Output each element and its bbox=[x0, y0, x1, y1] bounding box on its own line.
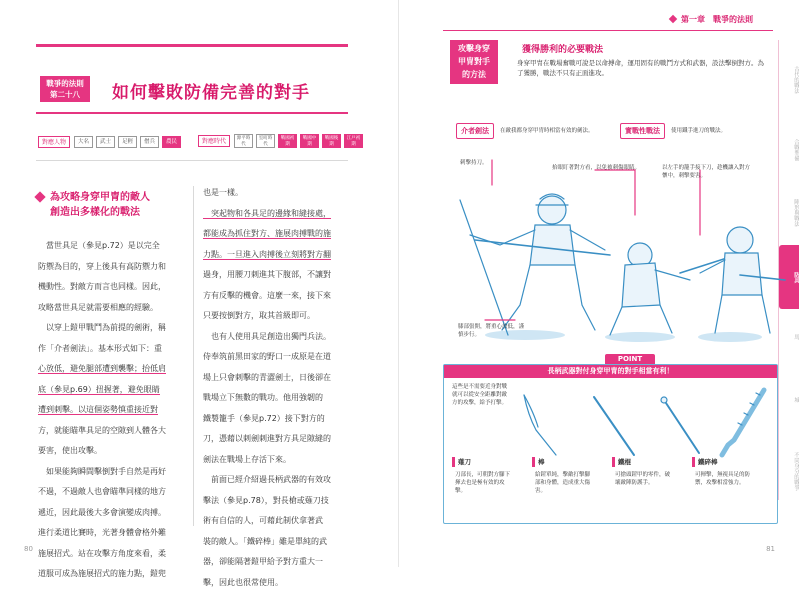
people-tag: 農民 bbox=[162, 136, 181, 148]
body-line bbox=[38, 400, 186, 421]
era-label: 對應時代 bbox=[198, 135, 230, 147]
top-rule bbox=[443, 30, 773, 31]
body-line bbox=[203, 409, 349, 430]
point-intro: 這些是不需要近身對戰就可以從安全距離對敵方的攻擊，給予打擊。 bbox=[452, 383, 512, 407]
body-column-b bbox=[203, 183, 349, 593]
side-tab[interactable]: 古代的戰法 bbox=[779, 52, 799, 108]
body-line bbox=[38, 441, 186, 462]
body-line-text: 不過，不過敵人也會瞄準同樣的地方 bbox=[38, 487, 166, 496]
section-badge-line: 第二十八 bbox=[40, 89, 90, 100]
topic-box-line: 甲冑對手 bbox=[450, 55, 498, 68]
body-line-text: 場上只會刺擊的青澀劍士，日後卻在 bbox=[203, 373, 331, 382]
section-badge-line: 戰爭的法則 bbox=[40, 78, 90, 89]
body-line bbox=[38, 318, 186, 339]
body-line bbox=[203, 286, 349, 307]
sub-heading bbox=[38, 190, 150, 220]
weapon-entry bbox=[692, 457, 754, 487]
body-line bbox=[203, 245, 349, 266]
weapon-name: 鐵棍 bbox=[612, 457, 674, 467]
weapon-entry bbox=[532, 457, 594, 495]
body-line-text: 遞近，因此最後大多會演變成肉搏。 bbox=[38, 508, 166, 517]
body-line-text: 作「介者劍法」。基本形式如下：重 bbox=[38, 344, 162, 353]
column-divider bbox=[193, 186, 194, 526]
body-line-text: 刀，憑藉以刺劍刺進對方具足隙縫的 bbox=[203, 434, 331, 443]
weapon-desc: 可搶頭鎧甲的零件，破壞敵陣防護手。 bbox=[612, 471, 674, 487]
sub-heading-line: 為攻略身穿甲冑的敵人 bbox=[38, 190, 150, 205]
side-tab[interactable]: 城 bbox=[779, 380, 799, 420]
body-line bbox=[203, 573, 349, 593]
body-line bbox=[203, 532, 349, 553]
body-line bbox=[38, 421, 186, 442]
body-line bbox=[203, 491, 349, 512]
body-line-text: 前面已經介紹過長柄武器的有效攻 bbox=[203, 475, 331, 484]
body-line-text: 擊，因此也很常使用。 bbox=[203, 578, 283, 587]
point-box bbox=[443, 364, 778, 524]
body-line-text: 也是一樣。 bbox=[203, 188, 243, 197]
body-line-text: 鐵製籠手（參見p.72）接下對方的 bbox=[203, 414, 325, 423]
body-line bbox=[203, 224, 349, 245]
polearm-illustrations bbox=[514, 385, 774, 457]
body-line bbox=[203, 470, 349, 491]
body-line bbox=[38, 564, 186, 585]
chapter-title: 第一章 戰爭的法則 bbox=[681, 15, 753, 24]
era-tag: 室町時代 bbox=[256, 134, 275, 148]
topic-box-line: 攻擊身穿 bbox=[450, 42, 498, 55]
chapter-header bbox=[670, 14, 753, 25]
body-line-text: 器，卻能隔著鎧甲給予對方重大一 bbox=[203, 557, 323, 566]
people-tags bbox=[38, 135, 184, 149]
era-tag: 源平時代 bbox=[234, 134, 253, 148]
diamond-icon bbox=[669, 15, 677, 23]
body-line-text: 施展招式。站在攻擊方角度來看，柔 bbox=[38, 549, 166, 558]
body-line-text: 底（參見p.69）扭握著，避免眼睛 bbox=[38, 385, 160, 395]
body-line-text: 攻略當世具足就需要相應的經驗。 bbox=[38, 303, 158, 312]
note-thrust: 刺擊持刀。 bbox=[460, 160, 520, 168]
body-line-text: 都能成為抓住對方、施展肉搏戰的施 bbox=[203, 229, 331, 239]
body-line-text: 以穿上鎧甲戰鬥為前提的劍術，稱 bbox=[38, 323, 166, 332]
body-line-text: 遭到刺擊。以這個姿勢慎重接近對 bbox=[38, 405, 158, 415]
body-line bbox=[38, 523, 186, 544]
technique-2 bbox=[620, 121, 751, 141]
body-line-text: 擊法（參見p.78），對長槍或薙刀技 bbox=[203, 496, 329, 505]
body-line bbox=[203, 450, 349, 471]
people-tag: 僧兵 bbox=[140, 136, 159, 148]
body-line-text: 當世具足（參見p.72）是以完全 bbox=[38, 241, 160, 250]
body-line bbox=[38, 482, 186, 503]
body-line bbox=[203, 204, 349, 225]
body-line bbox=[38, 257, 186, 278]
side-tab[interactable]: 不同身分的戰爭 bbox=[779, 436, 799, 506]
section-heading: 獲得勝利的必要戰法 bbox=[522, 42, 603, 55]
topic-box bbox=[450, 40, 498, 84]
people-tag: 武士 bbox=[96, 136, 115, 148]
body-line-text: 裝的敵人。「鐵碎棒」雖是單純的武 bbox=[203, 537, 327, 546]
era-tag: 戰國初期 bbox=[278, 134, 297, 148]
body-line bbox=[203, 552, 349, 573]
body-column-a bbox=[38, 236, 186, 585]
side-tab[interactable]: 防具 bbox=[779, 245, 799, 309]
body-line-text: 如果能夠瞬間擊倒對手自然是再好 bbox=[38, 467, 166, 476]
body-line bbox=[38, 380, 186, 401]
body-line-text: 力點。一旦進入肉搏後立刻將對方翻 bbox=[203, 250, 331, 260]
body-line bbox=[38, 236, 186, 257]
body-line-text: 過身，用腰刀刺進其下腹部，不讓對 bbox=[203, 270, 331, 279]
weapon-name: 鐵碎棒 bbox=[692, 457, 754, 467]
side-tab[interactable]: 合戰準備 bbox=[779, 122, 799, 178]
body-line bbox=[203, 368, 349, 389]
era-tag: 戰國後期 bbox=[322, 134, 341, 148]
section-body: 身穿甲冑在戰場奮戰可說是以命搏命，運用固有的戰鬥方式和武器，設法擊倒對方。為了獲勝，戰法不只有正面進攻。 bbox=[517, 58, 769, 78]
body-line bbox=[203, 265, 349, 286]
body-line-text: 術有自信的人，可藉此制伏拿著武 bbox=[203, 516, 323, 525]
section-badge bbox=[40, 76, 90, 102]
body-line-text: 要害，使出攻擊。 bbox=[38, 446, 102, 455]
point-title: 長柄武器對付身穿甲冑的對手相當有利！ bbox=[444, 365, 777, 378]
side-tab[interactable]: 馬 bbox=[779, 322, 799, 352]
people-tag: 足輕 bbox=[118, 136, 137, 148]
technique-label: 實戰性戰法 bbox=[620, 123, 665, 139]
body-line-text: 心放低，避免腿部遭到襲擊；抬低肩 bbox=[38, 364, 166, 374]
body-line bbox=[38, 503, 186, 524]
weapon-desc: 給鎧單純，擊敵打擊腳部和身體，造成重大傷害。 bbox=[532, 471, 594, 495]
point-badge: POINT bbox=[605, 354, 655, 364]
divider bbox=[36, 160, 348, 161]
body-line-text: 劍法在戰場上存活下來。 bbox=[203, 455, 291, 464]
body-line-text: 機動性。對敵方而言也同樣。因此， bbox=[38, 282, 166, 291]
era-tags bbox=[198, 134, 366, 148]
people-tag: 大名 bbox=[74, 136, 93, 148]
era-tag: 江戶初期 bbox=[344, 134, 363, 148]
body-line-text: 道服可成為施展招式的施力點，鎧兜 bbox=[38, 569, 166, 578]
page-number: 81 bbox=[766, 545, 775, 553]
body-line-text: 也有人使用具足創造出獨門兵法。 bbox=[203, 332, 331, 341]
body-line-text: 進行柔道比賽時，光著身體會格外難 bbox=[38, 528, 166, 537]
body-line-text: 防禦為目的，穿上後具有高防禦力和 bbox=[38, 262, 166, 271]
technique-label: 介者劍法 bbox=[456, 123, 494, 139]
body-line-text: 突起物和各具足的邊緣和縫接處， bbox=[203, 209, 331, 219]
sub-heading-line: 創造出多樣化的戰法 bbox=[38, 205, 150, 220]
note-gauntlet: 以左手的籠手接下刀，趁機讓入對方懷中，刺擊要害。 bbox=[662, 165, 754, 180]
page-number: 80 bbox=[24, 545, 33, 553]
weapon-entry bbox=[452, 457, 514, 495]
weapon-name: 薙刀 bbox=[452, 457, 514, 467]
page-title: 如何擊敗防備完善的對手 bbox=[112, 78, 310, 103]
weapon-desc: 可揮擊，無視具足的防禦，攻擊相當強力。 bbox=[692, 471, 754, 487]
technique-1 bbox=[456, 121, 610, 141]
body-line bbox=[203, 388, 349, 409]
body-line bbox=[38, 339, 186, 360]
body-line bbox=[38, 462, 186, 483]
body-line-text: 方，就能瞄準具足的空隙到人體各大 bbox=[38, 426, 166, 435]
body-line bbox=[203, 347, 349, 368]
note-eyes: 抬眼盯著對方看，以免被刺傷眼睛。 bbox=[552, 165, 642, 173]
body-line bbox=[38, 277, 186, 298]
body-line bbox=[203, 511, 349, 532]
body-line bbox=[38, 359, 186, 380]
body-line bbox=[38, 544, 186, 565]
body-line-text: 方有反擊的機會。這麼一來，接下來 bbox=[203, 291, 331, 300]
top-rule bbox=[36, 44, 348, 47]
era-tag: 戰國中期 bbox=[300, 134, 319, 148]
body-line bbox=[203, 327, 349, 348]
body-line bbox=[203, 183, 349, 204]
body-line bbox=[203, 306, 349, 327]
body-line-text: 戰場立下無數的戰功。他用強韌的 bbox=[203, 393, 323, 402]
left-page bbox=[0, 0, 399, 567]
right-page bbox=[400, 0, 799, 567]
technique-desc: 在敵我都身穿甲冑時相當有效的劍法。 bbox=[500, 127, 610, 135]
body-line-text: 只要按倒對方，取其首級即可。 bbox=[203, 311, 315, 320]
weapon-desc: 刀部長，可朝對方腳下揮去也是極有效的攻擊。 bbox=[452, 471, 514, 495]
side-tab[interactable]: 陣形與戰法 bbox=[779, 188, 799, 238]
topic-box-line: 的方法 bbox=[450, 68, 498, 81]
body-line bbox=[203, 429, 349, 450]
people-label: 對應人物 bbox=[38, 136, 70, 148]
weapon-name: 棒 bbox=[532, 457, 594, 467]
weapon-entry bbox=[612, 457, 674, 487]
body-line-text: 侍奉筑前黑田家的野口一成原是在道 bbox=[203, 352, 331, 361]
body-line bbox=[38, 298, 186, 319]
note-stance: 膝部張開，將重心放低，謹慎步行。 bbox=[458, 324, 528, 339]
technique-desc: 使用鐵手進刀的戰法。 bbox=[671, 127, 751, 135]
title-rule bbox=[36, 112, 348, 114]
